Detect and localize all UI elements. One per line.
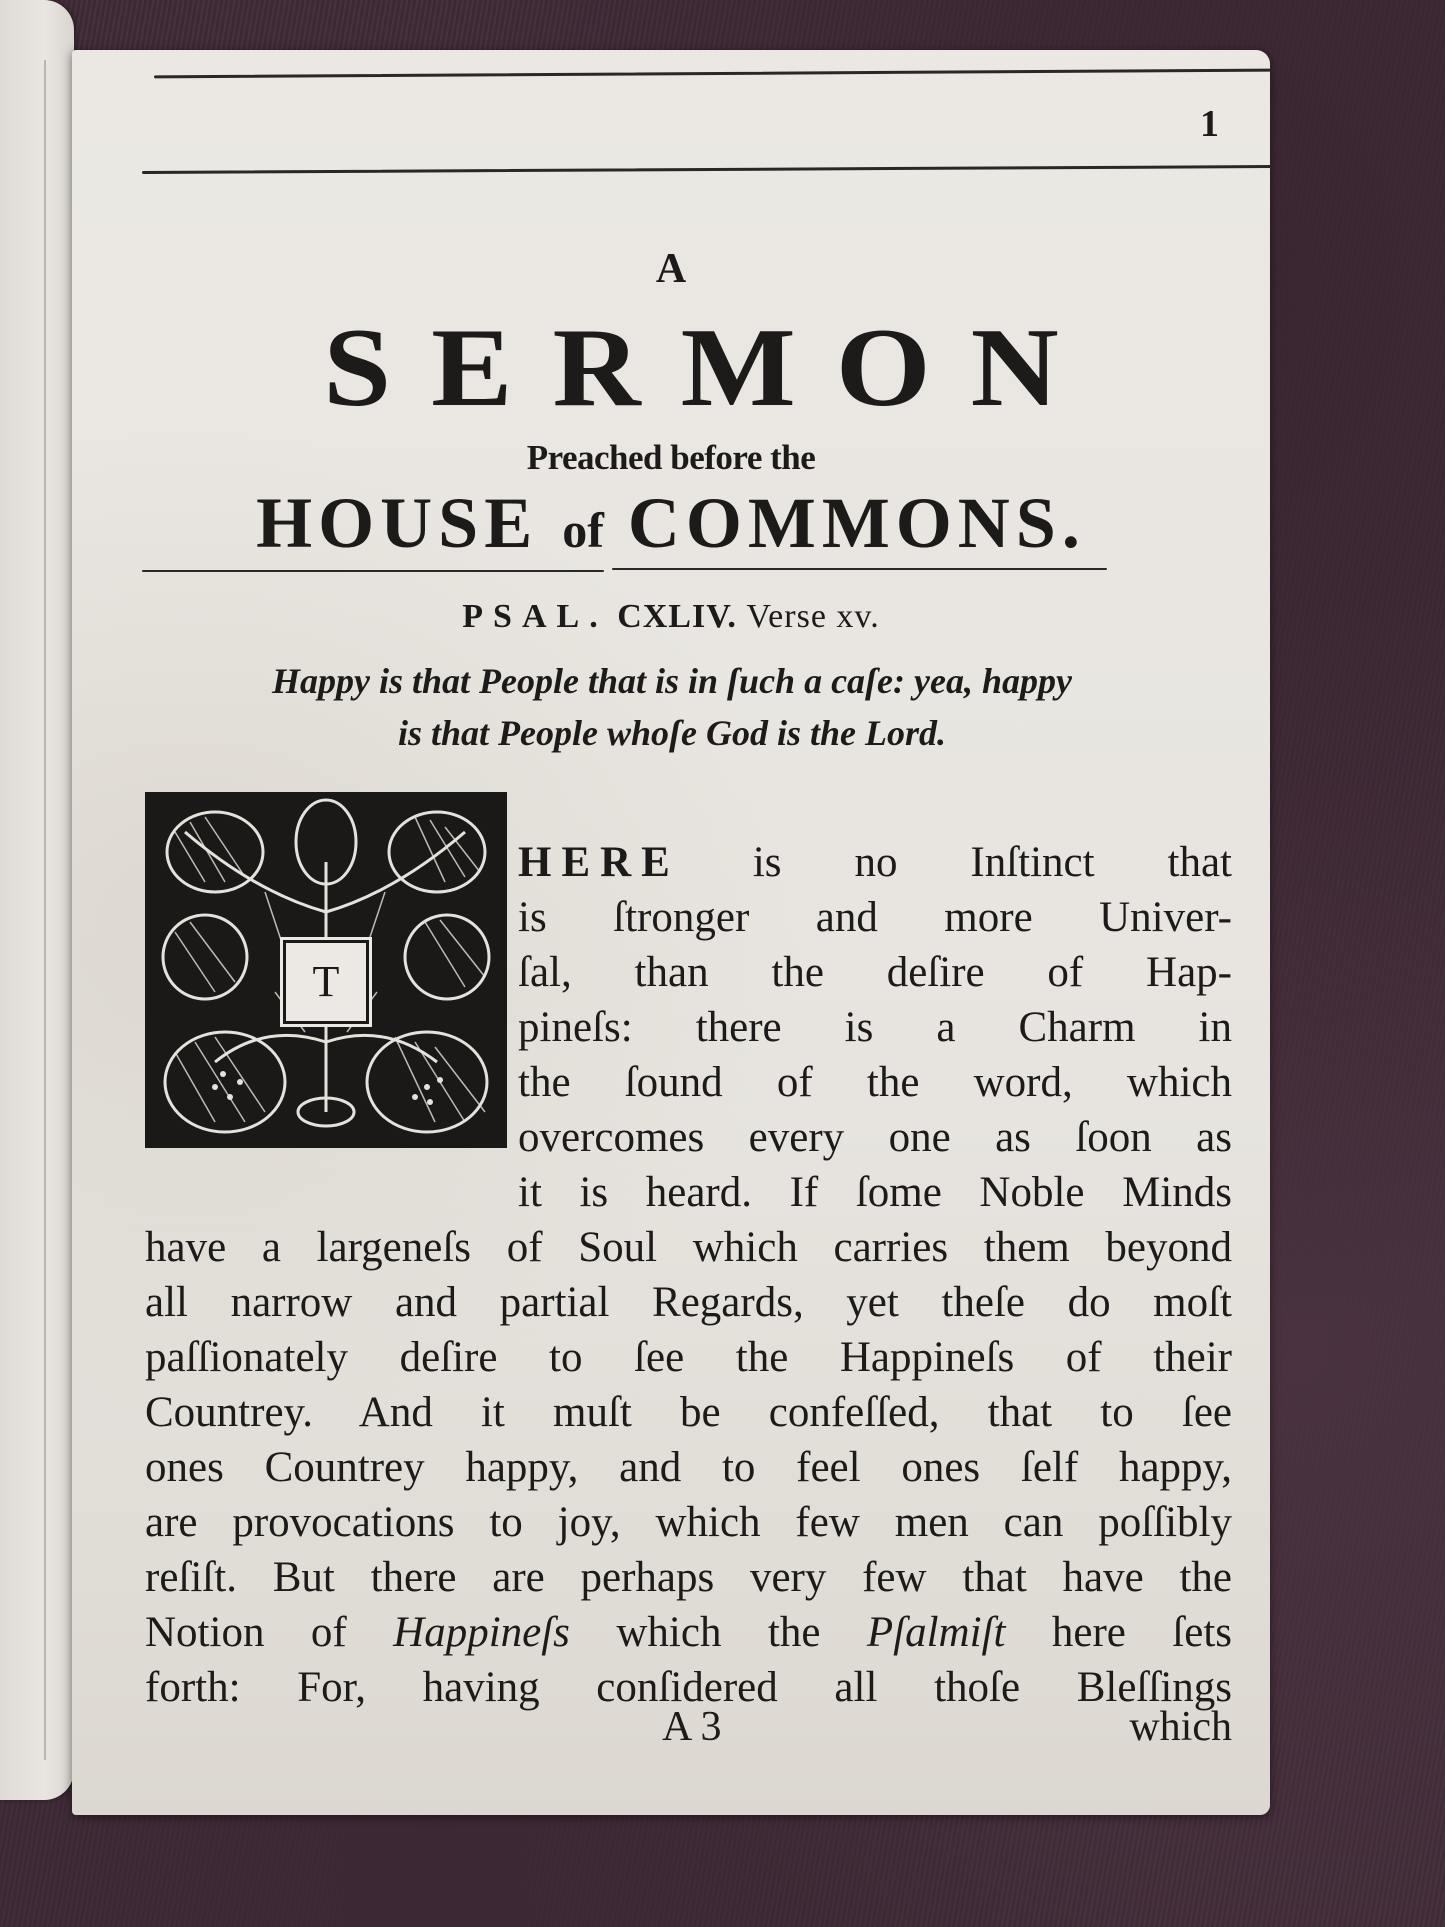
scripture-chapter: CXLIV.: [617, 598, 737, 635]
book-page: [72, 50, 1270, 1815]
facing-page-border-line: [44, 60, 46, 1760]
body-line-3: ſal, than the deſire of Hap-: [518, 949, 1232, 996]
title-article: A: [655, 246, 687, 292]
page-number: 1: [1200, 103, 1219, 145]
divider-rule-right: [612, 568, 1107, 570]
body-line-7: it is heard. If ſome Noble Minds: [518, 1169, 1232, 1216]
body-line-13: are provocations to joy, which few men can poſſibly: [145, 1499, 1232, 1546]
title-house-of-commons: [72, 482, 1270, 565]
title-commons: COMMONS.: [627, 483, 1086, 563]
header-rule-bottom: [142, 165, 1274, 174]
drop-cap-ornament: [145, 792, 507, 1148]
italic-happiness: Happineſs: [393, 1609, 570, 1656]
body-line-16: forth: For, having conſidered all thoſe Bleſſings: [145, 1664, 1232, 1711]
title-main: SERMON: [323, 305, 1099, 430]
body-line-5: the ſound of the word, which: [518, 1059, 1232, 1106]
title-house: HOUSE: [256, 483, 539, 563]
scripture-reference: [72, 598, 1270, 636]
scripture-verse: Verse xv.: [746, 598, 880, 635]
body-line-6: overcomes every one as ſoon as: [518, 1114, 1232, 1161]
body-line-12: ones Countrey happy, and to feel ones ſelf happy,: [145, 1444, 1232, 1491]
body-line-4: pineſs: there is a Charm in: [518, 1004, 1232, 1051]
body-line-15: Notion of Happineſs which the Pſalmiſt here ſets: [145, 1609, 1232, 1656]
scripture-text-line-2: is that People whoſe God is the Lord.: [398, 713, 946, 753]
body-line-8: have a largeneſs of Soul which carries them beyond: [145, 1224, 1232, 1271]
body-line-11: Countrey. And it muſt be confeſſed, that to ſee: [145, 1389, 1232, 1436]
body-line-1: HERE is no Inſtinct that: [518, 839, 1232, 886]
title-of: of: [562, 502, 604, 558]
header-rule-top: [154, 69, 1274, 79]
body-line-2: is ſtronger and more Univer-: [518, 894, 1232, 941]
scripture-text-line-1: Happy is that People that is in ſuch a caſe: yea, happy: [272, 661, 1072, 701]
scripture-book: PSAL.: [462, 598, 608, 635]
facing-page-edge: [0, 0, 74, 1800]
body-line-14: reſiſt. But there are perhaps very few that have the: [145, 1554, 1232, 1601]
opening-caps: HERE: [518, 839, 680, 886]
signature-mark: A 3: [662, 1704, 722, 1750]
catchword: which: [1129, 1704, 1232, 1750]
title-subtitle: Preached before the: [526, 438, 816, 477]
body-line-10: paſſionately deſire to ſee the Happineſs of their: [145, 1334, 1232, 1381]
body-line-9: all narrow and partial Regards, yet theſe do moſt: [145, 1279, 1232, 1326]
drop-cap-letter: T: [283, 940, 369, 1024]
italic-psalmist: Pſalmiſt: [866, 1609, 1006, 1656]
divider-rule-left: [142, 570, 604, 572]
